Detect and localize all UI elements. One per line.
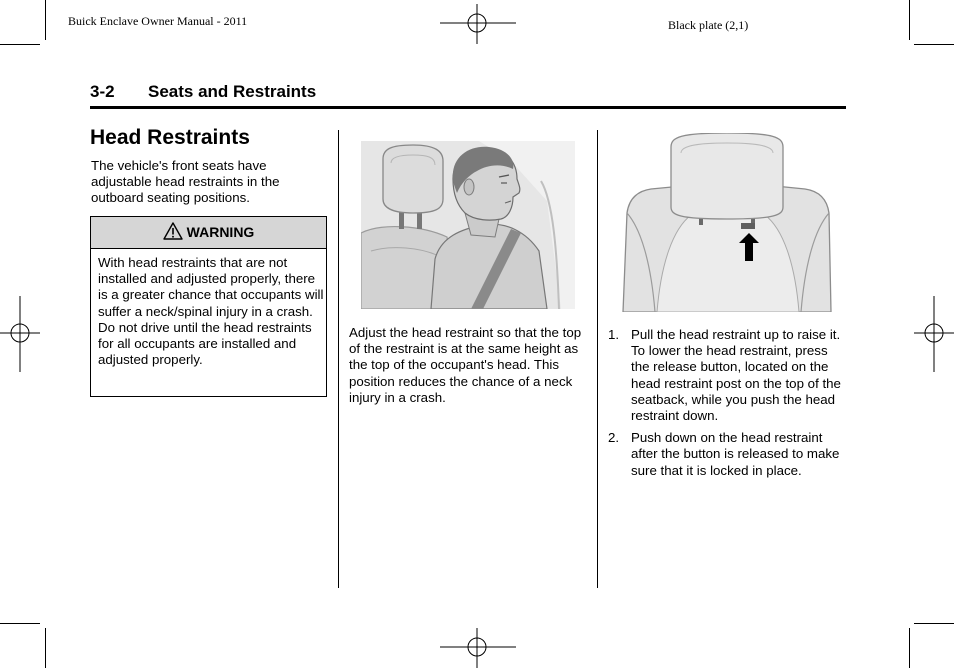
- page-title: Head Restraints: [90, 126, 250, 149]
- warning-label: WARNING: [186, 224, 255, 240]
- manual-title: Buick Enclave Owner Manual - 2011: [68, 14, 248, 28]
- crop-mark: [914, 44, 954, 45]
- warning-triangle-icon: [163, 222, 183, 240]
- step-number: 2.: [608, 430, 620, 446]
- driver-head-restraint-illustration: [361, 141, 575, 309]
- crop-mark: [0, 44, 40, 45]
- crop-mark: [914, 623, 954, 624]
- warning-box: [90, 216, 327, 397]
- warning-header: [91, 217, 326, 249]
- column-divider: [597, 130, 598, 588]
- list-item: [608, 327, 848, 424]
- seat-head-restraint-arrow-illustration: [621, 133, 833, 312]
- list-item: [608, 430, 848, 479]
- column-divider: [338, 130, 339, 588]
- crop-mark: [45, 628, 46, 668]
- registration-mark-left: [0, 296, 40, 372]
- section-number: 3-2: [90, 82, 115, 101]
- registration-mark-top: [440, 4, 516, 44]
- registration-mark-bottom: [440, 628, 516, 668]
- warning-text: With head restraints that are not installed and adjusted properly, there is a greater chance that occupants will suffer a neck/spinal injury in a crash. Do not drive until the head restraints for all occupants are installed and adjusted properly.: [98, 255, 324, 368]
- step-number: 1.: [608, 327, 620, 342]
- section-title: Seats and Restraints: [148, 82, 317, 101]
- steps-list: [608, 327, 848, 485]
- step-text: Pull the head restraint up to raise it. To lower the head restraint, press the release button, located on the head restraint post on the top of the seatback, while you push the head restraint down.: [631, 327, 841, 424]
- step-text: Push down on the head restraint after the button is released to make sure that it is locked in place.: [631, 430, 840, 478]
- plate-label: Black plate (2,1): [668, 18, 749, 32]
- crop-mark: [909, 628, 910, 668]
- intro-paragraph: The vehicle's front seats have adjustable head restraints in the outboard seating positions.: [91, 158, 280, 206]
- registration-mark-right: [914, 296, 954, 372]
- crop-mark: [0, 623, 40, 624]
- crop-mark: [45, 0, 46, 40]
- crop-mark: [909, 0, 910, 40]
- adjust-instructions: Adjust the head restraint so that the top of the restraint is at the same height as the top of the occupant's head. This position reduces the chance of a neck injury in a crash.: [349, 325, 582, 405]
- section-header: [90, 82, 846, 109]
